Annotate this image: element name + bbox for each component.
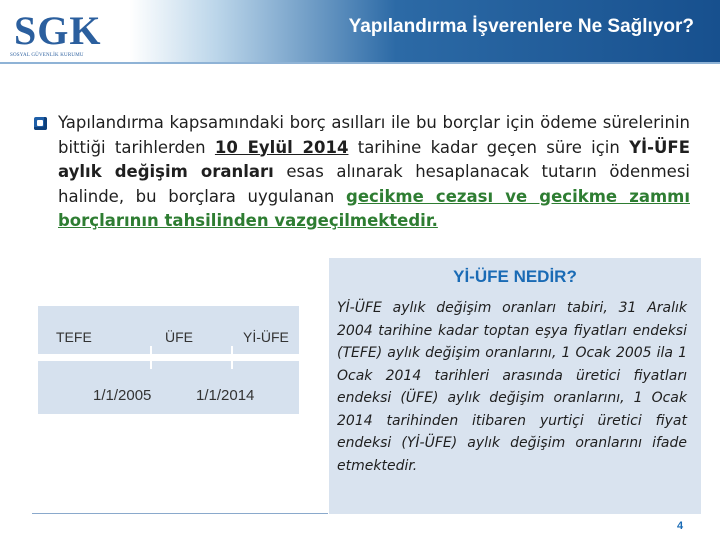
timeline-label-yi-ufe: Yİ-ÜFE (243, 329, 289, 345)
timeline-date-2005: 1/1/2005 (93, 387, 152, 404)
logo-text: SGK (14, 8, 102, 53)
footer-divider (32, 513, 328, 514)
panel-body: Yİ-ÜFE aylık değişim oranları tabiri, 31 Aralık 2004 tarihine kadar toptan eşya fiyatları endeksi (TEFE) aylık değişim oranlarını, 1 Ocak 2005 ila 1 Ocak 2014 tarihleri arasında üretici fiyatları endeksi (ÜFE) aylık değişim oranlarını, 1 Ocak 2014 tarihinden itibaren yurtiçi üretici fiyat endeksi (Yİ-ÜFE) aylık değişim oranlarını ifade etmektedir. (337, 300, 687, 474)
date-highlight: 10 Eylül 2014 (214, 137, 349, 157)
slide-header (0, 0, 720, 62)
panel-title: Yİ-ÜFE NEDİR? (453, 267, 577, 286)
rate-highlight: Yİ-ÜFE aylık değişim oranları (58, 137, 690, 181)
paragraph-text-1: Yapılandırma kapsamındaki borç asılları ile bu borçlar için ödeme sürelerinin bittiği tarihlerden (58, 113, 690, 157)
main-paragraph (58, 111, 690, 234)
paragraph-text-3: esas alınarak hesaplanacak tutarın ödenmesi halinde, bu borçlara uygulanan (58, 162, 690, 206)
index-timeline (38, 306, 299, 414)
definition-panel (329, 258, 701, 514)
timeline-label-ufe: ÜFE (165, 329, 193, 345)
penalty-highlight: gecikme cezası ve gecikme zammı borçlarının tahsilinden vazgeçilmektedir. (58, 186, 690, 230)
logo-subtext: SOSYAL GÜVENLİK KURUMU (10, 53, 84, 58)
timeline-tick-2014 (231, 346, 233, 369)
timeline-bar (38, 354, 299, 361)
checkbox-bullet-icon (34, 117, 47, 130)
timeline-date-2014: 1/1/2014 (196, 387, 255, 404)
sgk-logo (6, 4, 118, 60)
slide-title: Yapılandırma İşverenlere Ne Sağlıyor? (348, 16, 694, 37)
timeline-label-tefe: TEFE (56, 329, 92, 345)
timeline-tick-2005 (150, 346, 152, 369)
page-number: 4 (677, 520, 684, 532)
header-divider (0, 62, 720, 64)
paragraph-text-2: tarihine kadar geçen süre için (348, 137, 630, 157)
